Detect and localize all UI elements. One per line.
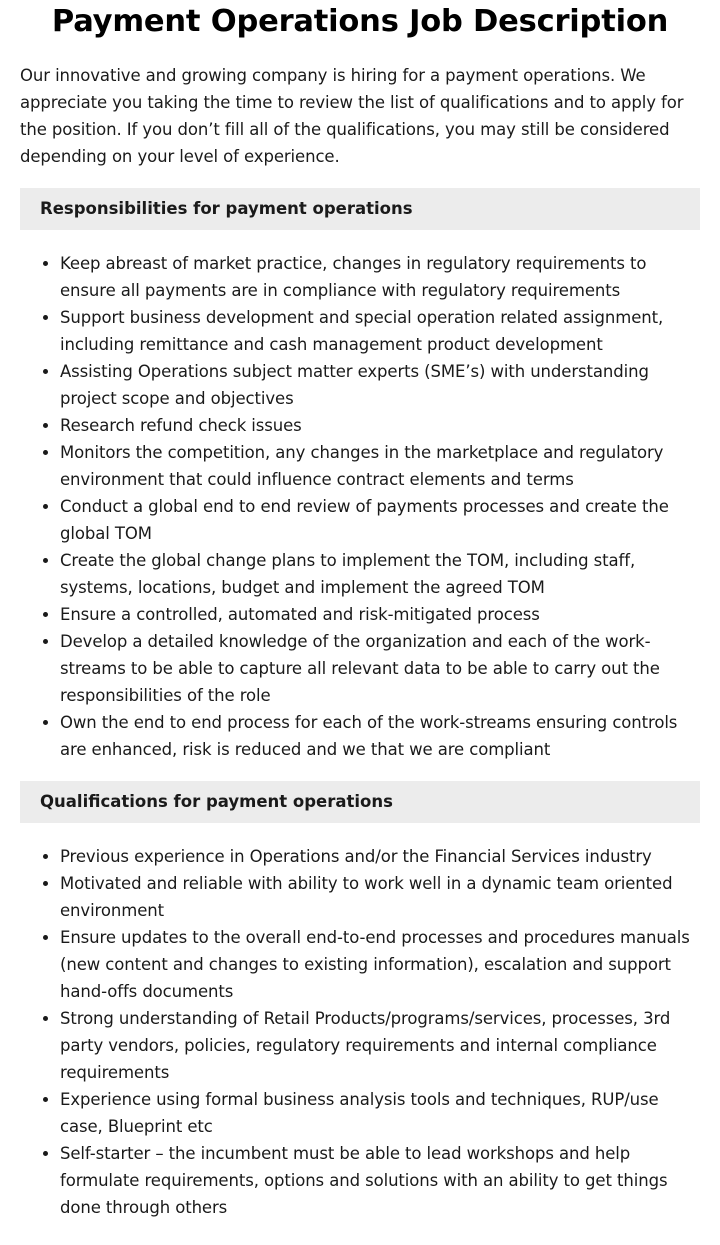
qualification-item: • Motivated and reliable with ability to work well in a dynamic team oriented environment (60, 870, 700, 924)
responsibility-item: • Research refund check issues (60, 412, 700, 439)
responsibility-item: • Create the global change plans to implement the TOM, including staff, systems, locations, budget and implement the agreed TOM (60, 547, 700, 601)
responsibility-item: • Support business development and special operation related assignment, including remittance and cash management product development (60, 304, 700, 358)
page-title: Payment Operations Job Description (51, 4, 669, 39)
responsibilities-list (20, 250, 700, 763)
qualification-item: • Previous experience in Operations and/or the Financial Services industry (60, 843, 700, 870)
qualification-item: • Strong understanding of Retail Products/programs/services, processes, 3rd party vendors, policies, regulatory requirements and internal compliance requirements (60, 1005, 700, 1086)
qualifications-heading: Qualifications for payment operations (20, 781, 700, 823)
responsibility-item: • Monitors the competition, any changes in the marketplace and regulatory environment that could influence contract elements and terms (60, 439, 700, 493)
responsibility-item: • Ensure a controlled, automated and risk-mitigated process (60, 601, 700, 628)
responsibility-item: • Keep abreast of market practice, changes in regulatory requirements to ensure all payments are in compliance with regulatory requirements (60, 250, 700, 304)
intro-paragraph: Our innovative and growing company is hiring for a payment operations. We appreciate you taking the time to review the list of qualifications and to apply for the position. If you don’t fill all of the qualifications, you may still be considered depending on your level of experience. (20, 66, 684, 166)
qualifications-list (20, 843, 700, 1221)
qualification-item: • Experience using formal business analysis tools and techniques, RUP/use case, Blueprint etc (60, 1086, 700, 1140)
responsibilities-heading: Responsibilities for payment operations (20, 188, 700, 230)
responsibility-item: • Assisting Operations subject matter experts (SME’s) with understanding project scope and objectives (60, 358, 700, 412)
responsibility-item: • Own the end to end process for each of the work-streams ensuring controls are enhanced, risk is reduced and we that we are compliant (60, 709, 700, 763)
responsibility-item: • Develop a detailed knowledge of the organization and each of the work-streams to be able to capture all relevant data to be able to carry out the responsibilities of the role (60, 628, 700, 709)
qualification-item: • Self-starter – the incumbent must be able to lead workshops and help formulate requirements, options and solutions with an ability to get things done through others (60, 1140, 700, 1221)
qualification-item: • Ensure updates to the overall end-to-end processes and procedures manuals (new content and changes to existing information), escalation and support hand-offs documents (60, 924, 700, 1005)
responsibility-item: • Conduct a global end to end review of payments processes and create the global TOM (60, 493, 700, 547)
